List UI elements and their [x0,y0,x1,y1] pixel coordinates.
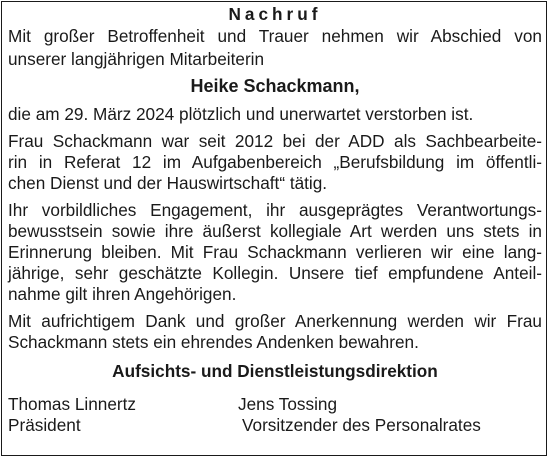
death-paragraph [8,104,542,125]
signatory-left-title: Präsident [8,415,81,435]
tribute-line: Ihr vorbildliches Engagement, ihr ausgeprägtes Verantwortungs- [8,200,542,220]
death-line: die am 29. März 2024 plötzlich und unerwartet verstorben ist. [8,104,474,124]
career-line: Frau Schackmann war seit 2012 bei der ADD als Sachbearbeite- [8,131,542,151]
career-line: rin in Referat 12 im Aufgabenbereich „Berufsbildung im öffentli- [8,152,542,172]
obituary-heading: Nachruf [228,4,322,24]
tribute-line: bewusstsein sowie ihre äußerst kollegiale Art werden uns stets in [8,221,542,241]
signature-names-row [8,394,542,415]
closing-line: Schackmann stets ein ehrendes Andenken bewahren. [8,332,419,352]
tribute-line: nahme gilt ihren Angehörigen. [8,284,237,304]
intro-line: unserer langjährigen Mitarbeiterin [8,49,265,69]
signatory-right-name: Jens Tossing [238,394,338,414]
career-line: chen Dienst und der Hauswirtschaft“ tätig. [8,173,328,193]
signatory-right-title: Vorsitzender des Personalrates [242,415,481,435]
tribute-line: jährige, sehr geschätzte Kollegin. Unsere tief empfundene Anteil- [8,263,542,283]
signature-titles-row [8,415,542,436]
tribute-paragraph [8,200,542,305]
deceased-name: Heike Schackmann, [190,76,360,96]
career-paragraph [8,131,542,194]
intro-line: Mit großer Betroffenheit und Trauer nehmen wir Abschied von [8,26,542,46]
obituary-content [8,4,542,436]
organization-name: Aufsichts- und Dienstleistungsdirektion [112,361,438,381]
intro-paragraph [8,26,542,70]
closing-line: Mit aufrichtigem Dank und großer Anerkennung werden wir Frau [8,311,542,331]
signatory-left-name: Thomas Linnertz [8,394,137,414]
tribute-line: Erinnerung bleiben. Mit Frau Schackmann verlieren wir eine lang- [8,242,542,262]
closing-paragraph [8,311,542,353]
